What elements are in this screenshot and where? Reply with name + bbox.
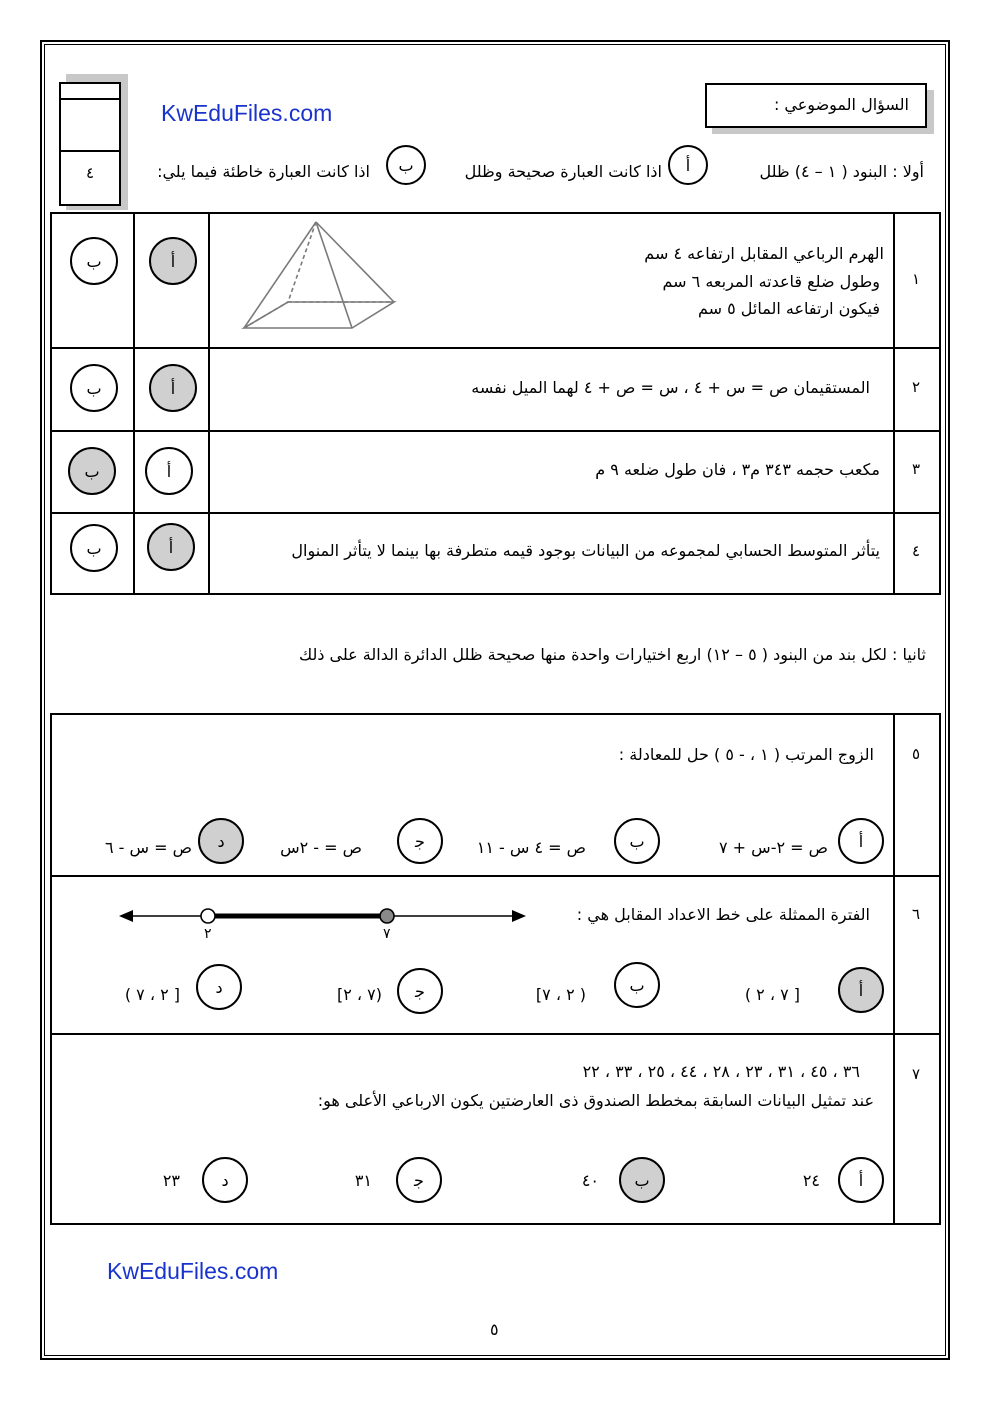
score-value: ٤	[85, 164, 95, 182]
item-text-line: المستقيمان ص = س + ٤ ، س = ص + ٤ لهما الميل نفسه	[471, 378, 870, 397]
number-line-label: ٧	[383, 926, 391, 940]
option-c-text: ص = - ٢س	[280, 838, 362, 857]
option-b-circle[interactable]: ب	[619, 1157, 665, 1203]
option-b-text: ٤٠	[581, 1171, 599, 1190]
row-divider	[50, 875, 941, 877]
option-a-circle[interactable]: أ	[147, 523, 195, 571]
option-a-circle[interactable]: أ	[149, 364, 197, 412]
question-stem: عند تمثيل البيانات السابقة بمخطط الصندوق ذى العارضتين يكون الارباعي الأعلى هو:	[317, 1091, 874, 1110]
number-line-label: ٢	[204, 926, 212, 940]
option-a-circle[interactable]: أ	[838, 818, 884, 864]
col-divider	[893, 713, 895, 1225]
option-d-circle[interactable]: د	[196, 964, 242, 1010]
item-text-line: وطول ضلع قاعدته المربعه ٦ سم	[662, 272, 880, 291]
option-b-circle[interactable]: ب	[70, 524, 118, 572]
item-number: ٤	[912, 542, 921, 560]
row-divider	[50, 1033, 941, 1035]
data-values: ٣٦ ، ٤٥ ، ٣١ ، ٢٣ ، ٢٨ ، ٤٤ ، ٢٥ ، ٣٣ ، ٢٢	[582, 1062, 860, 1081]
item-text-line: الهرم الرباعي المقابل ارتفاعه ٤ سم	[644, 244, 884, 263]
option-a-text: [ ٧ ، ٢ )	[744, 985, 800, 1004]
item-number: ٥	[912, 745, 921, 763]
part2-instruction: ثانيا : لكل بند من البنود ( ٥ – ١٢) اربع اختيارات واحدة منها صحيحة ظلل الدائرة الدالة على ذلك	[298, 645, 926, 664]
part2-table	[50, 713, 941, 1225]
option-b-circle[interactable]: ب	[614, 818, 660, 864]
option-b-circle[interactable]: ب	[70, 237, 118, 285]
answer-b-sample-circle: ب	[386, 145, 426, 185]
item-number: ٧	[912, 1065, 921, 1083]
part1-instruction-c: اذا كانت العبارة خاطئة فيما يلي:	[157, 162, 370, 181]
site-watermark-top[interactable]: KwEduFiles.com	[161, 100, 333, 126]
option-a-circle[interactable]: أ	[838, 1157, 884, 1203]
row-divider	[50, 347, 941, 349]
row-divider	[50, 512, 941, 514]
item-text-line: يتأثر المتوسط الحسابي لمجموعه من البيانات بوجود قيمه متطرفة بها بينما لا يتأثر المنوال	[291, 541, 880, 560]
site-watermark-bottom[interactable]: KwEduFiles.com	[107, 1258, 279, 1284]
option-c-circle[interactable]: ﺟ	[397, 818, 443, 864]
option-c-text: (٧ ، ٢]	[336, 985, 382, 1004]
score-box	[59, 82, 121, 206]
part1-instruction-a: أولا : البنود ( ١ – ٤) ظلل	[759, 162, 924, 181]
option-c-circle[interactable]: ﺟ	[397, 968, 443, 1014]
item-number: ٣	[912, 460, 921, 478]
part1-instruction-b: اذا كانت العبارة صحيحة وظلل	[464, 162, 662, 181]
question-stem: الزوج المرتب ( ١ ، - ٥ ) حل للمعادلة :	[618, 745, 874, 764]
option-a-circle[interactable]: أ	[145, 447, 193, 495]
title-box	[705, 83, 927, 128]
col-divider	[133, 212, 135, 595]
item-number: ٦	[912, 905, 921, 923]
option-b-circle[interactable]: ب	[614, 962, 660, 1008]
col-divider	[208, 212, 210, 595]
option-d-text: ٢٣	[162, 1171, 180, 1190]
option-a-text: ٢٤	[802, 1171, 820, 1190]
option-b-text: ص = ٤ س - ١١	[476, 838, 586, 857]
answer-a-sample-circle: أ	[668, 145, 708, 185]
option-c-circle[interactable]: ﺟ	[396, 1157, 442, 1203]
option-a-circle[interactable]: أ	[838, 967, 884, 1013]
pyramid-figure	[238, 218, 398, 334]
option-d-circle[interactable]: د	[198, 818, 244, 864]
row-divider	[50, 430, 941, 432]
objective-title: السؤال الموضوعي :	[773, 95, 909, 114]
item-number: ٢	[912, 378, 921, 396]
option-c-text: ٣١	[354, 1171, 372, 1190]
page-number: ٥	[490, 1320, 499, 1339]
col-divider	[893, 212, 895, 595]
question-stem: الفترة الممثلة على خط الاعداد المقابل هي :	[576, 905, 870, 924]
option-b-circle[interactable]: ب	[70, 364, 118, 412]
option-b-text: ( ٢ ، ٧]	[535, 985, 586, 1004]
option-a-circle[interactable]: أ	[149, 237, 197, 285]
item-text-line: مكعب حجمه ٣٤٣ م٣ ، فان طول ضلعه ٩ م	[595, 460, 880, 479]
item-text-line: فيكون ارتفاعه المائل ٥ سم	[697, 299, 880, 318]
option-a-text: ص = ٢-س + ٧	[719, 838, 828, 857]
number-line	[115, 900, 530, 940]
option-d-circle[interactable]: د	[202, 1157, 248, 1203]
item-number: ١	[912, 270, 921, 288]
option-b-circle[interactable]: ب	[68, 447, 116, 495]
option-d-text: [ ٢ ، ٧ )	[124, 985, 180, 1004]
option-d-text: ص = س - ٦	[105, 838, 192, 857]
